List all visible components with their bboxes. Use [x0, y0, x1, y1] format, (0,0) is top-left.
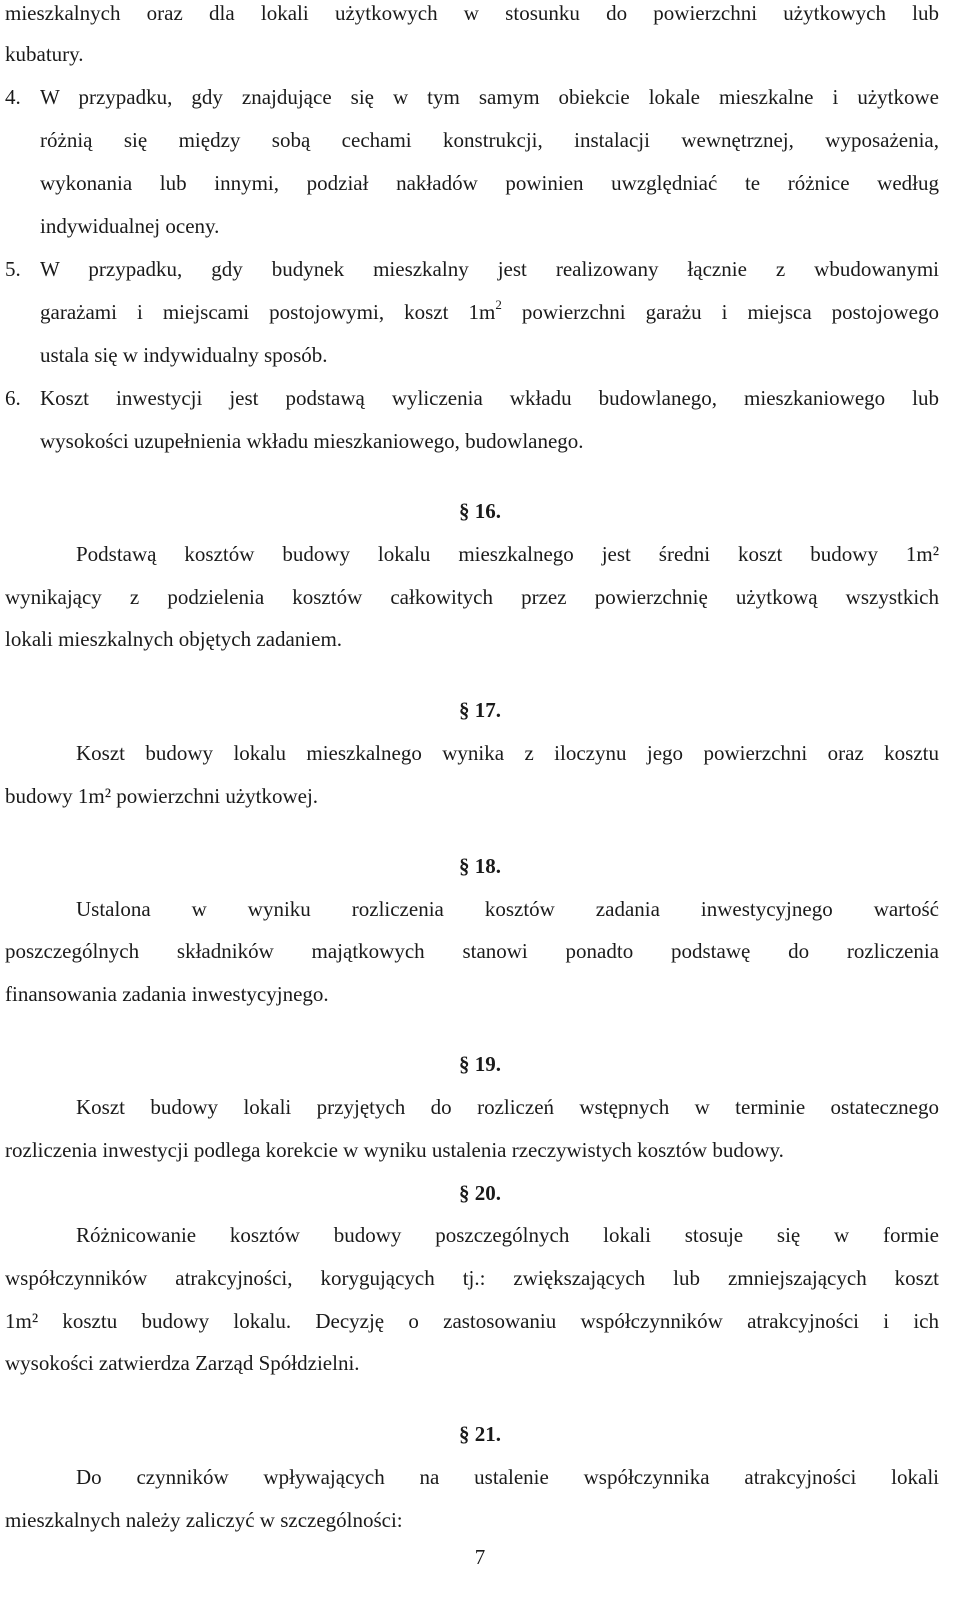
section-heading: § 19. — [459, 1052, 501, 1076]
paragraph-line: lokali mieszkalnych objętych zadaniem. — [5, 627, 343, 651]
paragraph-line: Do czynników wpływających na ustalenie współczynnika atrakcyjności lokali — [76, 1465, 939, 1489]
paragraph-line: kubatury. — [5, 42, 84, 66]
list-item-line — [40, 299, 939, 325]
text-run: garażami i miejscami postojowymi, koszt 1m — [40, 300, 496, 324]
list-item-line: różnią się między sobą cechami konstrukcji, instalacji wewnętrznej, wyposażenia, — [40, 128, 939, 152]
superscript: 2 — [495, 297, 502, 312]
list-number: 4. — [5, 85, 21, 109]
paragraph-line: wynikający z podzielenia kosztów całkowitych przez powierzchnię użytkową wszystkich — [5, 585, 939, 609]
paragraph-line: budowy 1m² powierzchni użytkowej. — [5, 784, 319, 808]
list-number: 6. — [5, 386, 21, 410]
list-item-line: wykonania lub innymi, podział nakładów powinien uwzględniać te różnice według — [40, 171, 939, 195]
section-heading: § 21. — [459, 1422, 501, 1446]
paragraph-line: Koszt budowy lokali przyjętych do rozliczeń wstępnych w terminie ostatecznego — [76, 1095, 939, 1119]
paragraph-line: Ustalona w wyniku rozliczenia kosztów zadania inwestycyjnego wartość — [76, 897, 939, 921]
list-item-line: wysokości uzupełnienia wkładu mieszkaniowego, budowlanego. — [40, 429, 584, 453]
paragraph-line: współczynników atrakcyjności, korygujących tj.: zwiększających lub zmniejszających koszt — [5, 1266, 939, 1290]
paragraph-line: Koszt budowy lokalu mieszkalnego wynika z iloczynu jego powierzchni oraz kosztu — [76, 741, 939, 765]
paragraph-line: Różnicowanie kosztów budowy poszczególnych lokali stosuje się w formie — [76, 1223, 939, 1247]
paragraph-line: mieszkalnych należy zaliczyć w szczególności: — [5, 1508, 403, 1532]
list-item-line: Koszt inwestycji jest podstawą wyliczenia wkładu budowlanego, mieszkaniowego lub — [40, 386, 939, 410]
paragraph-line: poszczególnych składników majątkowych stanowi ponadto podstawę do rozliczenia — [5, 939, 939, 963]
text-run: powierzchni garażu i miejsca postojowego — [501, 300, 939, 324]
paragraph-line: mieszkalnych oraz dla lokali użytkowych w stosunku do powierzchni użytkowych lub — [5, 1, 939, 25]
list-number: 5. — [5, 257, 21, 281]
paragraph-line: 1m² kosztu budowy lokalu. Decyzję o zastosowaniu współczynników atrakcyjności i ich — [5, 1309, 939, 1333]
section-heading: § 18. — [459, 854, 501, 878]
list-item-line: W przypadku, gdy znajdujące się w tym samym obiekcie lokale mieszkalne i użytkowe — [40, 85, 939, 109]
section-heading: § 16. — [459, 499, 501, 523]
page-number: 7 — [474, 1545, 486, 1569]
list-item-line: indywidualnej oceny. — [40, 214, 220, 238]
paragraph-line: Podstawą kosztów budowy lokalu mieszkalnego jest średni koszt budowy 1m² — [76, 542, 939, 566]
paragraph-line: wysokości zatwierdza Zarząd Spółdzielni. — [5, 1351, 360, 1375]
section-heading: § 20. — [459, 1181, 501, 1205]
list-item-line: W przypadku, gdy budynek mieszkalny jest realizowany łącznie z wbudowanymi — [40, 257, 939, 281]
paragraph-line: rozliczenia inwestycji podlega korekcie w wyniku ustalenia rzeczywistych kosztów budowy. — [5, 1138, 784, 1162]
section-heading: § 17. — [459, 698, 501, 722]
paragraph-line: finansowania zadania inwestycyjnego. — [5, 982, 329, 1006]
list-item-line: ustala się w indywidualny sposób. — [40, 343, 328, 367]
